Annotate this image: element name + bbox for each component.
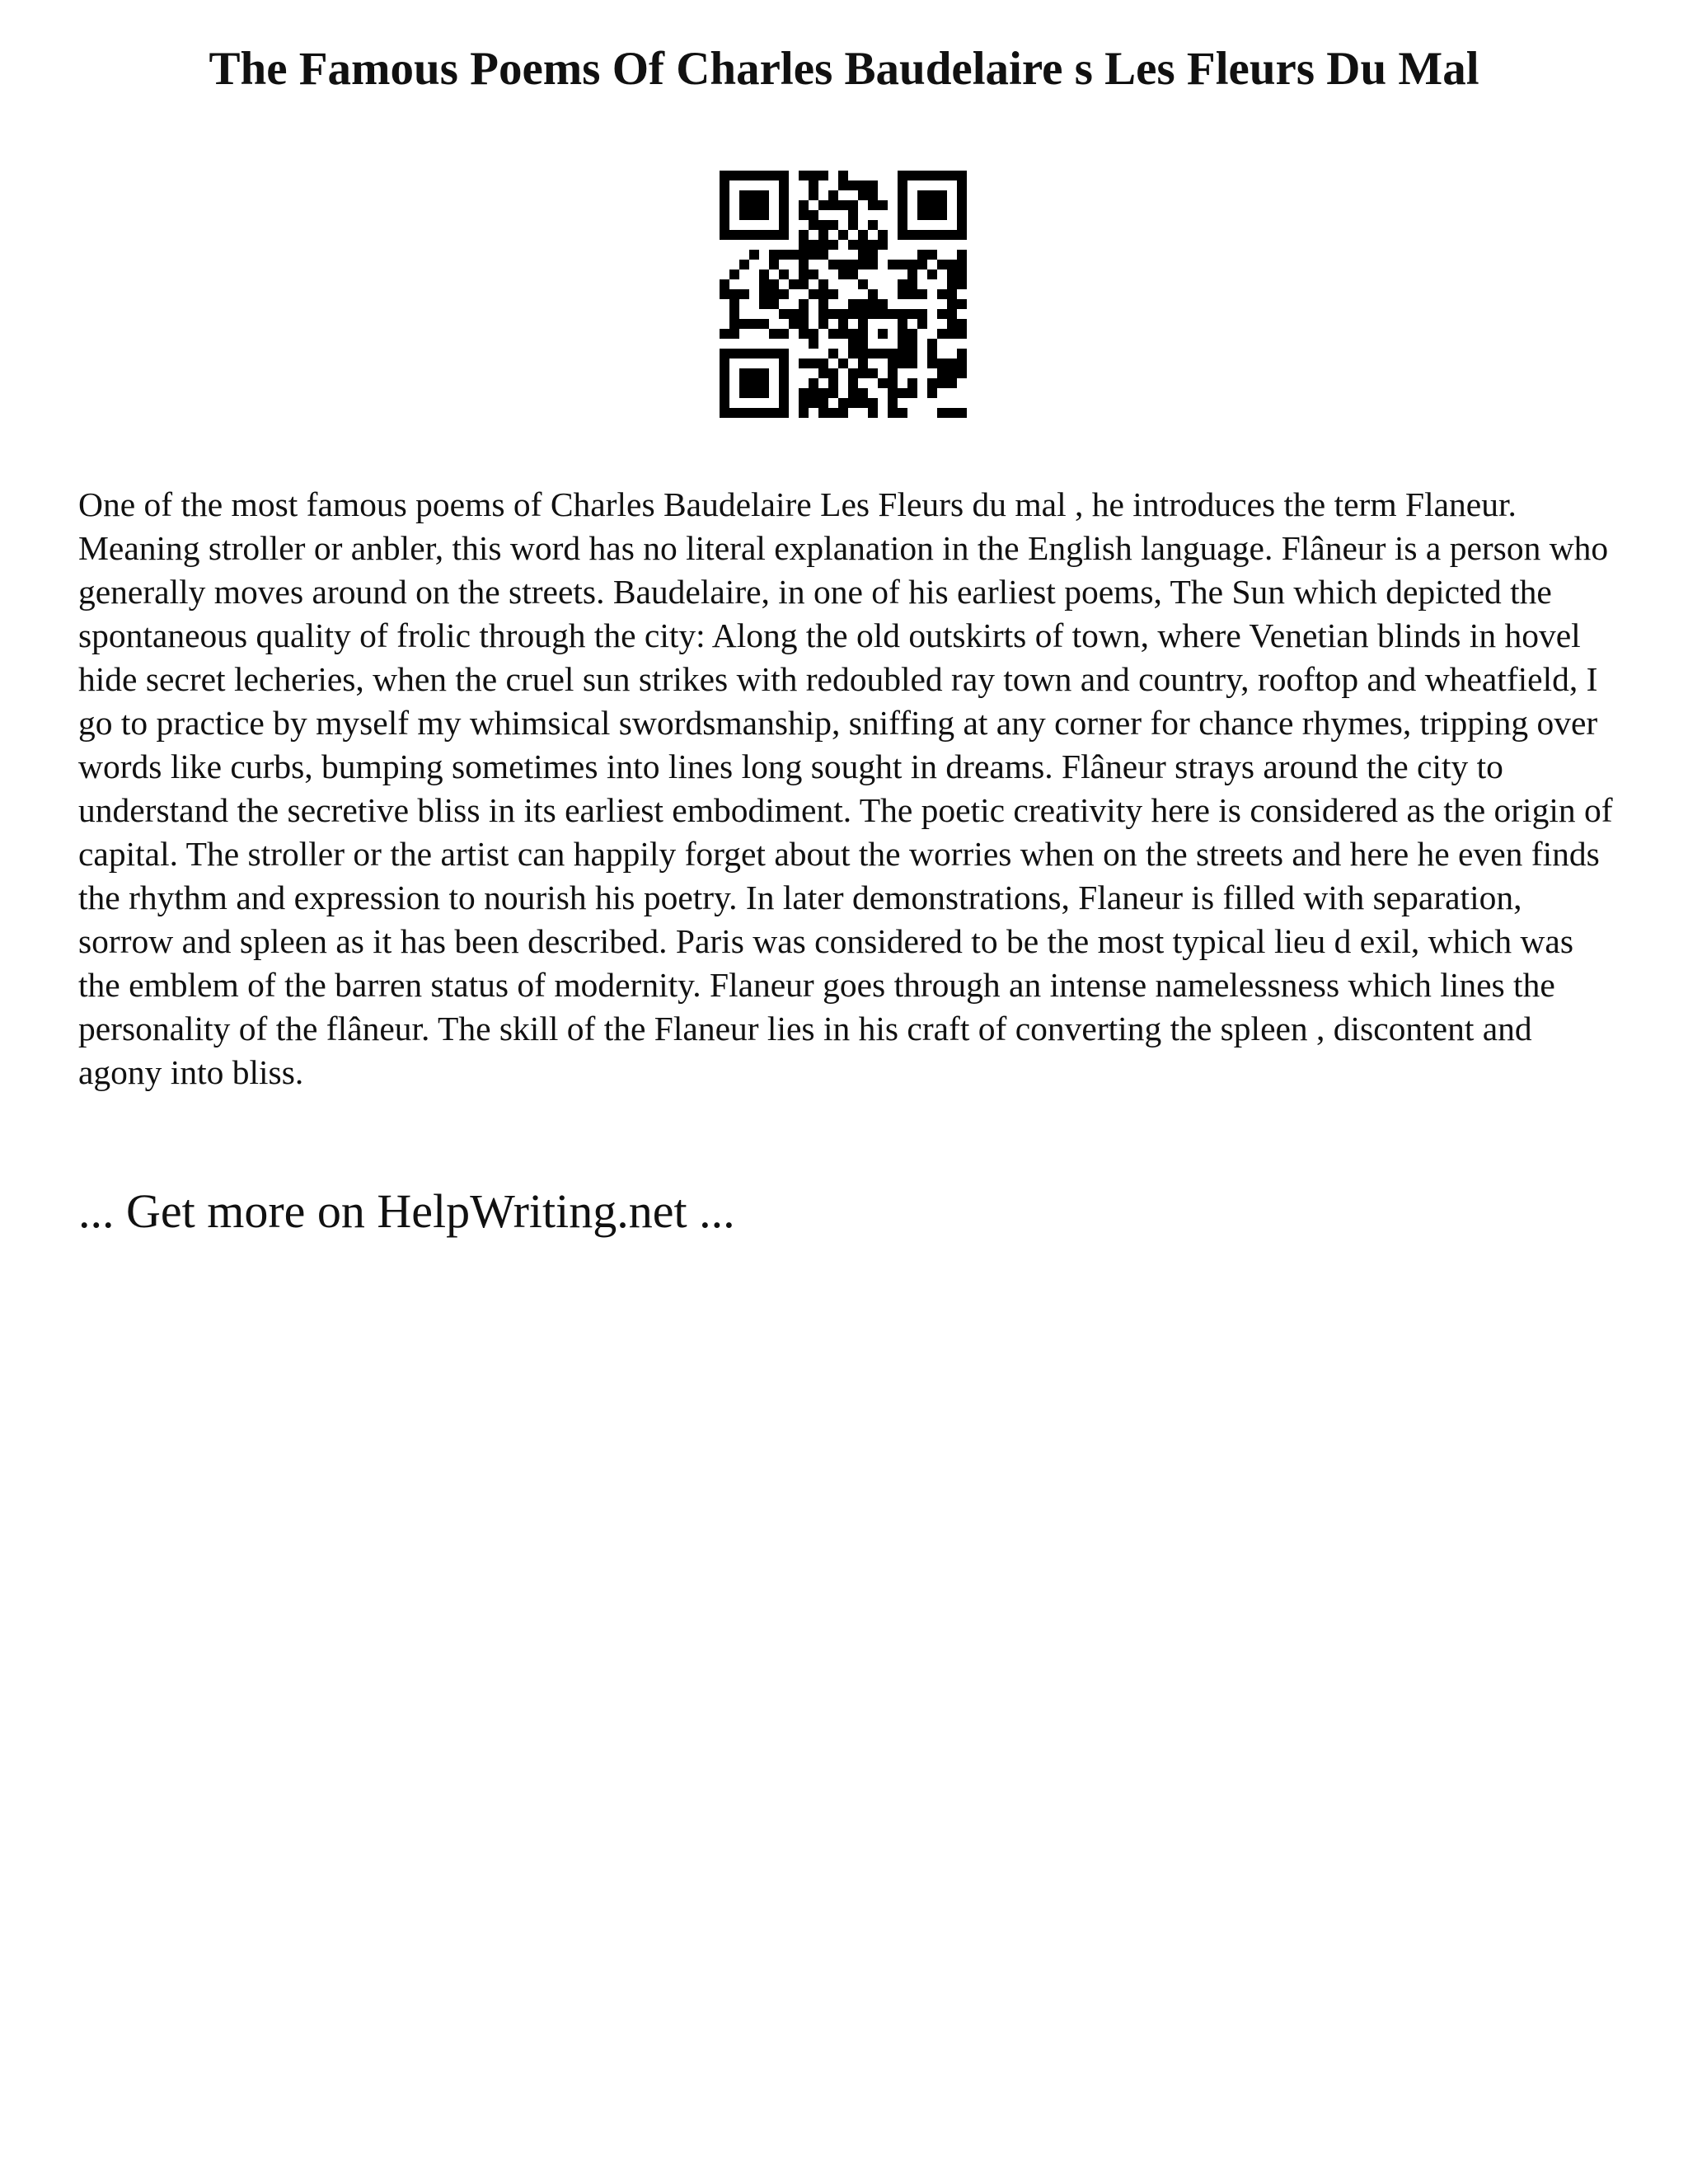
get-more-link[interactable]: ... Get more on HelpWriting.net ... — [78, 1184, 735, 1238]
qr-code-icon — [720, 171, 967, 418]
article-body: One of the most famous poems of Charles Baudelaire Les Fleurs du mal , he introduces the term Flaneur. Meaning stroller or anbler, this word has no literal explanation in the English language. Flâneur is a person who generally moves around on the streets. Baudelaire, in one of his earliest poems, The Sun which depicted the spontaneous quality of frolic through the city: Along the old outskirts of town, where Venetian blinds in hovel hide secret lecheries, when the cruel sun strikes with redoubled ray town and country, rooftop and wheatfield, I go to practice by myself my whimsical swordsmanship, sniffing at any corner for chance rhymes, tripping over words like curbs, bumping sometimes into lines long sought in dreams. Flâneur strays around the city to understand the secretive bliss in its earliest embodiment. The poetic creativity here is considered as the origin of capital. The stroller or the artist can happily forget about the worries when on the streets and here he even finds the rhythm and expression to nourish his poetry. In later demonstrations, Flaneur is filled with separation, sorrow and spleen as it has been described. Paris was considered to be the most typical lieu d exil, which was the emblem of the barren status of modernity. Flaneur goes through an intense namelessness which lines the personality of the flâneur. The skill of the Flaneur lies in his craft of converting the spleen , discontent and agony into bliss. — [78, 485, 1613, 1091]
page-title: The Famous Poems Of Charles Baudelaire s Les Fleurs Du Mal — [209, 43, 1479, 95]
